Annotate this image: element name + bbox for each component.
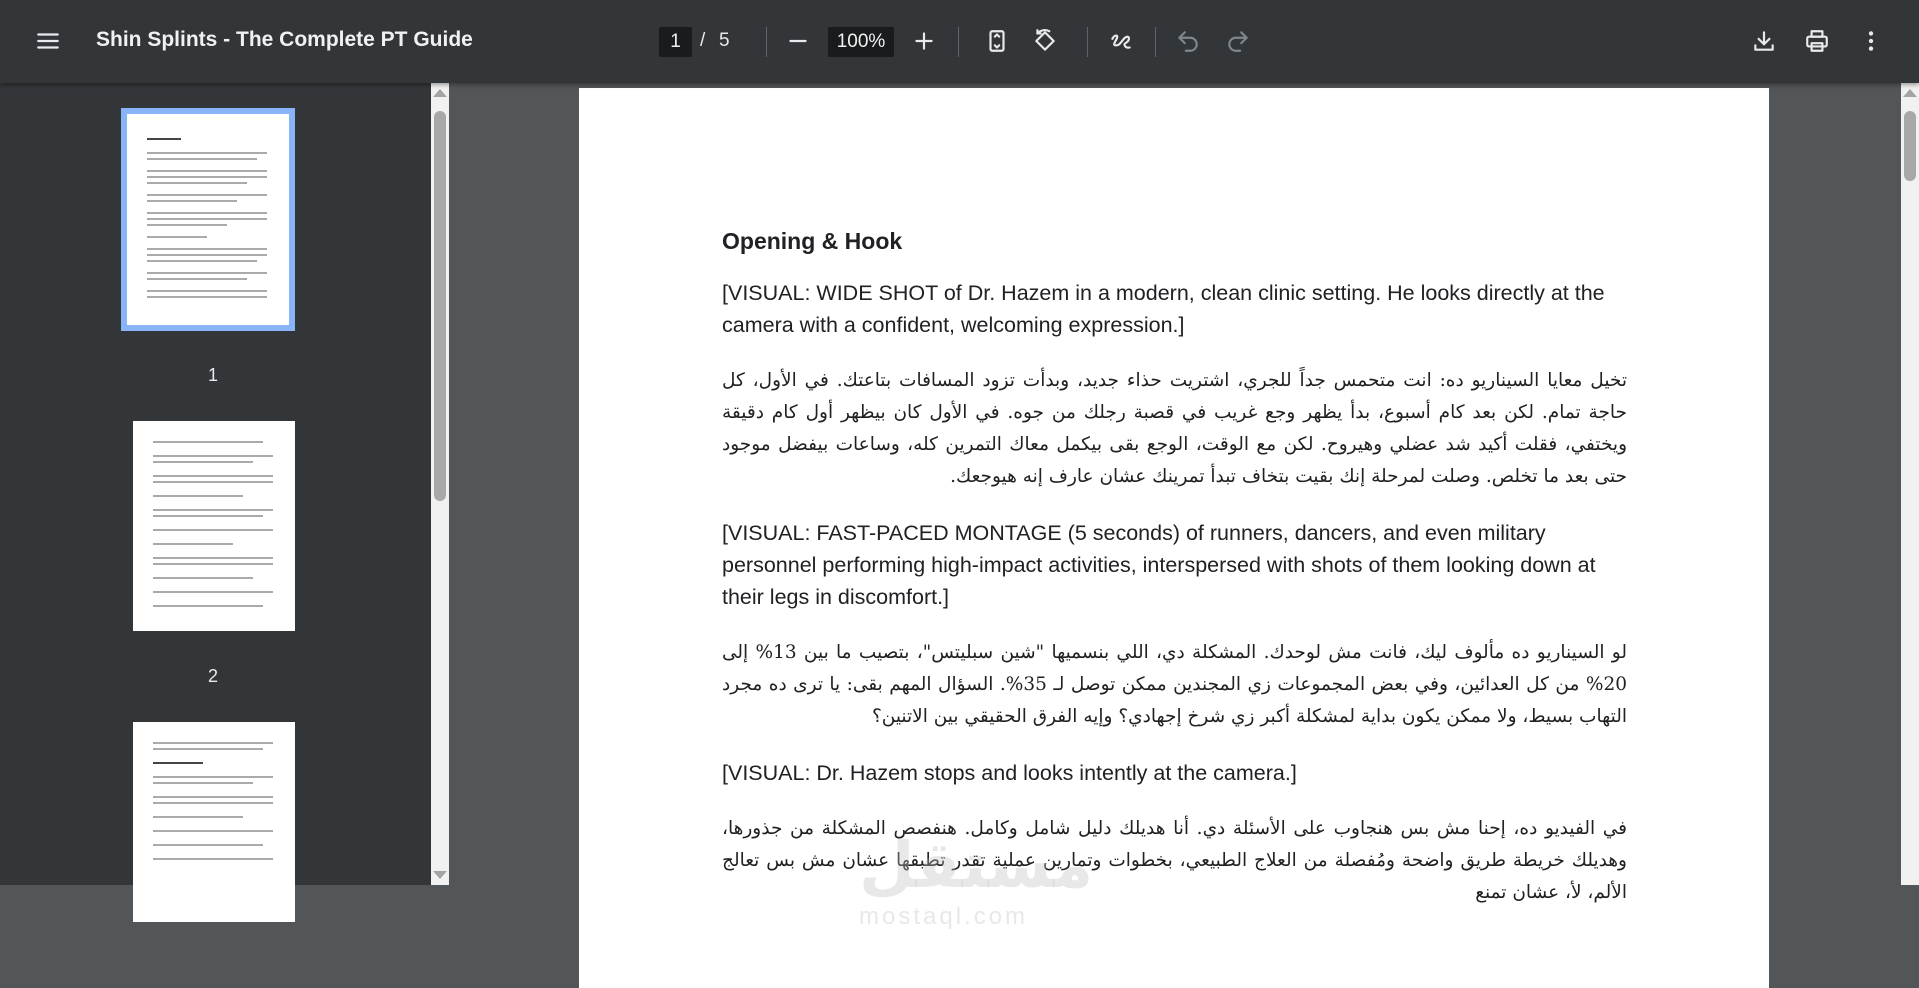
section-heading: Opening & Hook xyxy=(722,228,903,254)
arabic-paragraph: تخيل معايا السيناريو ده: انت متحمس جداً للجري، اشتريت حذاء جديد، وبدأت تزود المسافات بتاعتك. في الأول، كل حاجة تمام. لكن بعد كام أسبوع، بدأ يظهر وجع غريب في قصبة رجلك من جوه. في الأول كان بيظهر أول كام دقيقة ويختفي، فقلت أكيد شد عضلي وهيروح. لكن مع الوقت، الوجع بقى بيكمل معاك التمرين كله، وساعات بيفضل موجود حتى بعد ما تخلص. وصلت لمرحلة إنك بقيت بتخاف تبدأ تمرينك عشان عارف إنه هيوجعك. xyxy=(722,370,1627,487)
zoom-input[interactable]: 100% xyxy=(828,27,894,57)
toolbar-divider xyxy=(1087,27,1088,57)
zoom-out-icon[interactable] xyxy=(778,21,818,61)
watermark-logo: مستقل xyxy=(859,829,1094,901)
sidebar-scroll-thumb[interactable] xyxy=(434,111,446,501)
arabic-paragraph: في الفيديو ده، إحنا مش بس هنجاوب على الأسئلة دي. أنا هديلك دليل شامل وكامل. هنفصص المشكلة من جذورها، وهديلك خريطة طريق واضحة ومُفصلة من العلاج الطبيعي، بخطوات وتمارين عملية تقدر تطبقها عشان مش بس تعالج الألم، لأ، عشان تمنع xyxy=(722,818,1627,903)
document-title: Shin Splints - The Complete PT Guide xyxy=(96,28,473,51)
toolbar-divider xyxy=(1155,27,1156,57)
document-viewer xyxy=(449,83,1919,930)
page-thumbnail-label: 1 xyxy=(207,365,218,385)
pdf-page xyxy=(579,88,1769,988)
draw-icon[interactable] xyxy=(1101,21,1141,61)
toolbar-divider xyxy=(958,27,959,57)
pdf-toolbar xyxy=(0,0,1919,83)
toolbar-divider xyxy=(766,27,767,57)
visual-direction: [VISUAL: WIDE SHOT of Dr. Hazem in a modern, clean clinic setting. He looks directly at the camera with a confident, welcoming expression.] xyxy=(722,281,1605,337)
print-icon[interactable] xyxy=(1797,21,1837,61)
scroll-down-icon[interactable] xyxy=(433,871,447,879)
zoom-in-icon[interactable] xyxy=(904,21,944,61)
visual-direction: [VISUAL: FAST-PACED MONTAGE (5 seconds) of runners, dancers, and even military personnel performing high-impact activities, interspersed with shots of them looking down at their legs in discomfort.] xyxy=(722,521,1596,609)
fit-page-icon[interactable] xyxy=(977,21,1017,61)
main-scroll-thumb[interactable] xyxy=(1904,111,1916,181)
undo-icon[interactable] xyxy=(1168,21,1208,61)
visual-direction: [VISUAL: Dr. Hazem stops and looks intently at the camera.] xyxy=(722,761,1297,785)
download-icon[interactable] xyxy=(1744,21,1784,61)
page-total: 5 xyxy=(719,30,730,51)
watermark-url: mostaql.com xyxy=(859,903,1029,930)
page-number-input[interactable]: 1 xyxy=(659,27,692,57)
page-separator: / xyxy=(700,30,706,51)
page-thumbnail-1[interactable] xyxy=(127,114,289,325)
page-thumbnail-3[interactable] xyxy=(133,722,295,922)
main-scrollbar[interactable] xyxy=(1901,83,1919,885)
page-content xyxy=(722,228,1627,933)
page-thumbnail-label: 2 xyxy=(207,666,218,686)
rotate-icon[interactable] xyxy=(1025,21,1065,61)
scroll-up-icon[interactable] xyxy=(433,89,447,97)
more-vert-icon[interactable] xyxy=(1851,21,1891,61)
menu-icon[interactable] xyxy=(28,21,68,61)
scroll-up-icon[interactable] xyxy=(1903,89,1917,97)
redo-icon[interactable] xyxy=(1218,21,1258,61)
arabic-paragraph: لو السيناريو ده مألوف ليك، فانت مش لوحدك. المشكلة دي، اللي بنسميها "شين سبليتس"، بتصيب ما بين 13% إلى 20% من كل العدائين، وفي بعض المجموعات زي المجندين ممكن توصل لـ 35%. السؤال المهم بقى: يا ترى ده مجرد التهاب بسيط، ولا ممكن يكون بداية لمشكلة أكبر زي شرخ إجهادي؟ وإيه الفرق الحقيقي بين الاتنين؟ xyxy=(722,642,1627,727)
page-thumbnail-2[interactable] xyxy=(133,421,295,631)
thumbnail-sidebar xyxy=(0,83,449,885)
